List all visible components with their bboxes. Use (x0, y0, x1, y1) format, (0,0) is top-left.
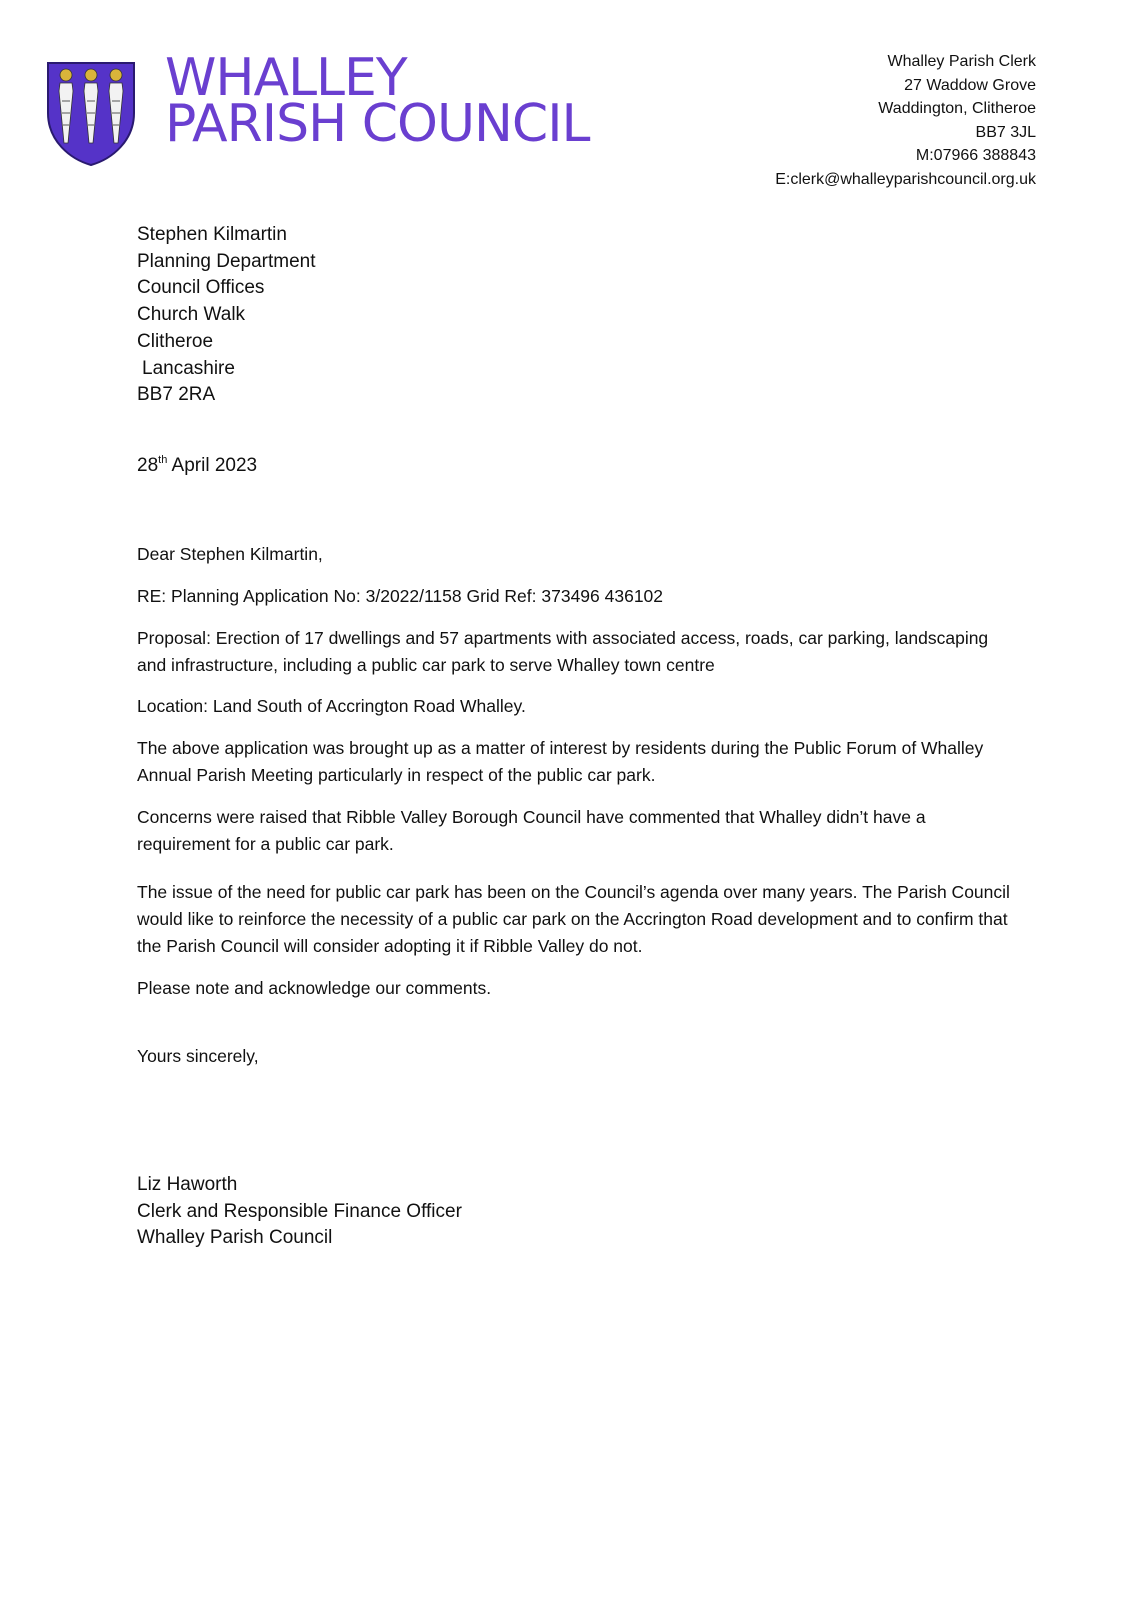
date-suffix: th (158, 454, 168, 466)
recipient-postcode: BB7 2RA (137, 384, 216, 406)
sender-address (775, 50, 1036, 191)
sender-phone: M:07966 388843 (915, 147, 1036, 164)
org-name-line-1: WHALLEY (165, 48, 407, 108)
letter-date (137, 455, 257, 477)
body-paragraph-2: Concerns were raised that Ribble Valley Borough Council have commented that Whalley didn’t have a requirement for a public car park. (137, 807, 926, 854)
recipient-line: Church Walk (137, 304, 246, 326)
body-paragraph-1: The above application was brought up as a matter of interest by residents during the Public Forum of Whalley Annual Parish Meeting particularly in respect of the public car park. (137, 738, 984, 785)
parish-crest-icon (46, 61, 136, 167)
sender-address-line: Whalley Parish Clerk (887, 53, 1036, 70)
body-paragraph-3: The issue of the need for public car park has been on the Council’s agenda over many years. The Parish Council would like to reinforce the necessity of a public car park on the Accrington Road development and to confirm that the Parish Council will consider adopting it if Ribble Valley do not. (137, 882, 1010, 956)
signatory-organisation: Whalley Parish Council (137, 1227, 333, 1248)
sender-address-line: Waddington, Clitheroe (878, 100, 1036, 117)
reference-line: RE: Planning Application No: 3/2022/1158 Grid Ref: 373496 436102 (137, 586, 664, 606)
signature-block (137, 1172, 1017, 1252)
salutation: Dear Stephen Kilmartin, (137, 544, 323, 564)
body-paragraph-4: Please note and acknowledge our comments. (137, 978, 492, 998)
recipient-line: Planning Department (137, 250, 316, 272)
recipient-line: Clitheroe (137, 330, 214, 352)
organisation-name (165, 48, 590, 154)
proposal-paragraph: Proposal: Erection of 17 dwellings and 57 apartments with associated access, roads, car parking, landscaping and infrastructure, including a public car park to serve Whalley town centre (137, 628, 989, 675)
closing: Yours sincerely, (137, 1046, 259, 1066)
recipient-address (137, 222, 316, 409)
location-line: Location: Land South of Accrington Road Whalley. (137, 696, 526, 716)
recipient-name: Stephen Kilmartin (137, 224, 287, 245)
signatory-name: Liz Haworth (137, 1174, 238, 1195)
recipient-line: Lancashire (142, 357, 235, 379)
sender-address-line: BB7 3JL (975, 123, 1036, 141)
date-month-year: April 2023 (167, 455, 258, 476)
date-day: 28 (137, 455, 159, 476)
sender-address-line: 27 Waddow Grove (904, 76, 1036, 94)
sender-email: E:clerk@whalleyparishcouncil.org.uk (775, 170, 1036, 188)
signatory-title: Clerk and Responsible Finance Officer (137, 1200, 462, 1222)
recipient-line: Council Offices (137, 277, 265, 299)
org-name-line-2: PARISH COUNCIL (165, 94, 590, 154)
